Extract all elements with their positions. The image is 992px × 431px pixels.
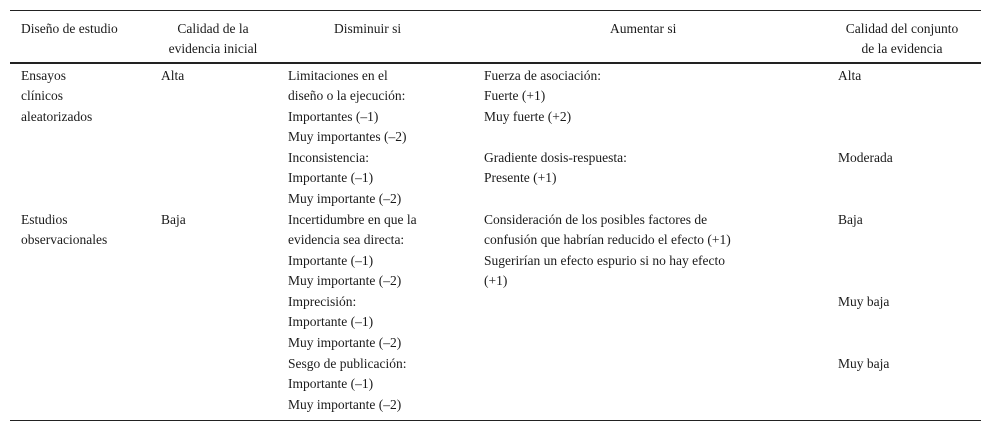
header-aumentar: Aumentar si <box>610 21 677 36</box>
calidad-conjunto-muy-baja: Muy baja <box>838 356 890 371</box>
cell-line: Importante (–1) <box>288 170 374 186</box>
calidad-conjunto-muy-baja: Muy baja <box>838 294 890 309</box>
cell-line: Muy importante (–2) <box>288 334 402 350</box>
cell-line: clínicos <box>21 88 63 104</box>
cell-line: Estudios <box>21 212 68 227</box>
cell-line: Incertidumbre en que la <box>288 212 417 227</box>
cell-line: Importante (–1) <box>288 252 374 268</box>
header-calidad-inicial-line: evidencia inicial <box>168 41 258 56</box>
disminuir-imprecision <box>288 292 401 353</box>
cell-line: Importante (–1) <box>288 314 374 330</box>
cell-line: confusión que habrían reducido el efecto (+1) <box>484 232 731 248</box>
header-calidad-conjunto-line: de la evidencia <box>861 41 943 56</box>
grade-table <box>10 10 981 421</box>
cell-line: Importantes (–1) <box>288 108 379 124</box>
header-calidad-conjunto <box>832 19 972 59</box>
aumentar-gradiente <box>484 148 627 189</box>
cell-line: Muy importante (–2) <box>288 272 402 288</box>
cell-line: (+1) <box>484 272 508 288</box>
table-body <box>10 64 981 420</box>
header-calidad-inicial <box>156 19 270 59</box>
cell-line: Limitaciones en el <box>288 68 388 83</box>
cell-line: Ensayos <box>21 68 66 83</box>
diseno-ensayos <box>21 66 92 127</box>
cell-line: Muy importante (–2) <box>288 396 402 412</box>
aumentar-confusion <box>484 210 731 291</box>
cell-line: Inconsistencia: <box>288 150 369 165</box>
disminuir-inconsistencia <box>288 148 401 209</box>
cell-line: aleatorizados <box>21 108 93 124</box>
calidad-conjunto-moderada: Moderada <box>838 150 893 165</box>
calidad-inicial-baja: Baja <box>161 212 186 227</box>
calidad-conjunto-alta: Alta <box>838 68 862 83</box>
cell-line: Presente (+1) <box>484 170 557 186</box>
header-disminuir: Disminuir si <box>334 21 402 36</box>
aumentar-fuerza <box>484 66 601 127</box>
cell-line: Fuerte (+1) <box>484 88 546 104</box>
calidad-inicial-alta: Alta <box>161 68 185 83</box>
cell-line: Muy importantes (–2) <box>288 128 407 144</box>
diseno-estudios <box>21 210 107 251</box>
cell-line: Consideración de los posibles factores de <box>484 212 708 227</box>
cell-line: Sugerirían un efecto espurio si no hay efecto <box>484 252 726 268</box>
cell-line: evidencia sea directa: <box>288 232 405 248</box>
cell-line: Muy fuerte (+2) <box>484 108 572 124</box>
table-header <box>10 11 981 64</box>
cell-line: Muy importante (–2) <box>288 190 402 206</box>
cell-line: Importante (–1) <box>288 376 374 392</box>
cell-line: Fuerza de asociación: <box>484 68 601 83</box>
header-calidad-conjunto-line: Calidad del conjunto <box>845 21 959 36</box>
disminuir-sesgo <box>288 354 406 415</box>
header-diseno: Diseño de estudio <box>21 21 118 36</box>
calidad-conjunto-baja: Baja <box>838 212 863 227</box>
cell-line: Gradiente dosis-respuesta: <box>484 150 627 165</box>
disminuir-limitaciones <box>288 66 406 147</box>
cell-line: Imprecisión: <box>288 294 357 309</box>
cell-line: observacionales <box>21 232 108 248</box>
disminuir-incertidumbre <box>288 210 417 291</box>
cell-line: Sesgo de publicación: <box>288 356 407 371</box>
cell-line: diseño o la ejecución: <box>288 88 406 104</box>
header-calidad-inicial-line: Calidad de la <box>177 21 249 36</box>
